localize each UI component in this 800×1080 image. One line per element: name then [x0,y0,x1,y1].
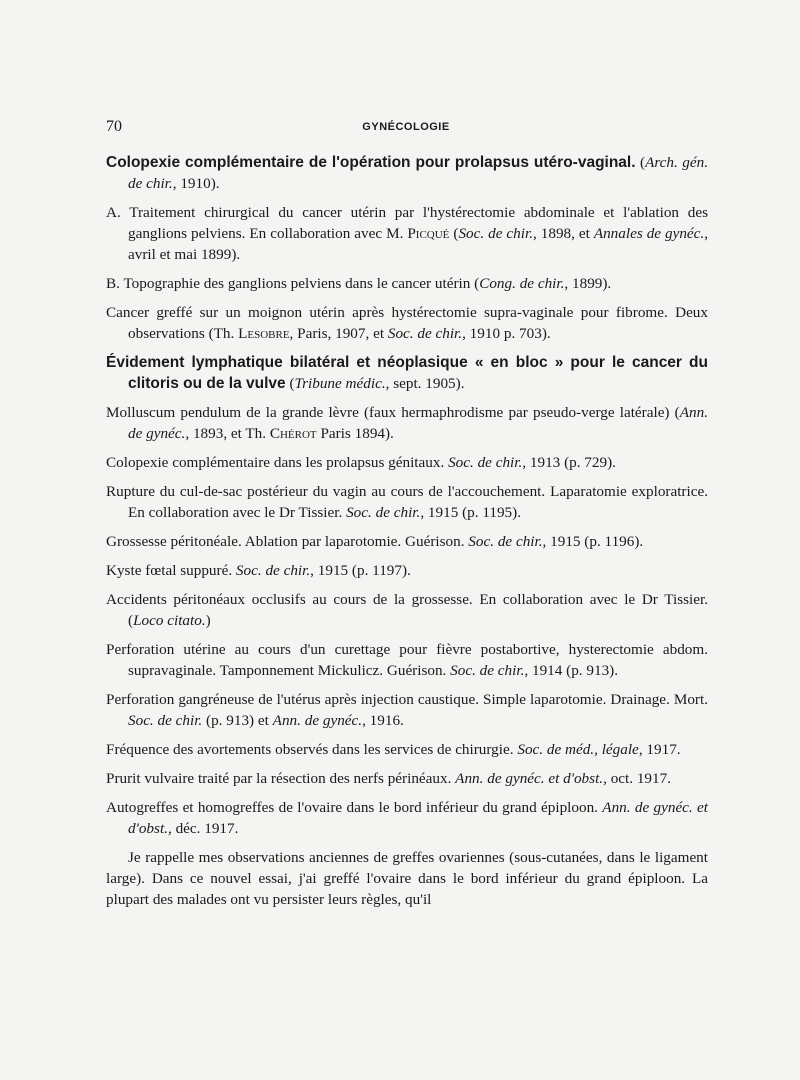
bibliography-entry [106,689,708,731]
citation-source: Soc. de chir. [448,454,523,471]
entry-title: A. Traitement chirurgical du cancer utérin par l'hystérectomie abdominale et l'ablation des ganglions pelviens. En collaboration avec M. [106,204,708,242]
note-paragraph [106,847,708,910]
bibliography-entry [106,768,708,789]
entry-text: , 1915 (p. 1196). [542,533,644,550]
entry-text: , 1916. [362,712,404,729]
entry-title: Molluscum pendulum de la grande lèvre (faux hermaphrodisme par pseudo-verge latérale) ( [106,404,680,421]
entry-title: B. Topographie des ganglions pelviens dans le cancer utérin ( [106,275,480,292]
citation-source: Soc. de chir. [346,504,421,521]
entry-title: Je rappelle mes observations anciennes de greffes ovariennes (sous-cutanées, dans le ligament large). Dans ce nouvel essai, j'ai greffé l'ovaire dans le bord inférieur du grand épiploon. La plupart des malades ont vu persister leurs règles, qu'il [106,849,708,908]
bibliography-entry [106,797,708,839]
entry-text: , avril et mai 1899). [128,225,708,263]
citation-source: Arch. gén. de chir. [128,154,708,192]
entry-text: Paris 1894). [316,425,394,442]
citation-source: Soc. de chir. [450,662,525,679]
entry-text: ( [635,154,646,171]
bibliography-entry [106,402,708,444]
entry-text: , déc. 1917. [167,820,239,837]
entry-title: Perforation gangréneuse de l'utérus après injection caustique. Simple laparotomie. Drainage. Mort. [106,691,708,708]
entry-text: , 1910 p. 703). [462,325,551,342]
entry-text: , 1910). [172,175,220,192]
author-name: Picqué [407,225,450,242]
entry-title: Accidents péritonéaux occlusifs au cours de la grossesse. En collaboration avec le Dr Tissier. ( [106,591,708,629]
citation-source: Annales de gynéc. [593,225,705,242]
running-head: GYNÉCOLOGIE [362,121,450,133]
bibliography-entry [106,481,708,523]
entry-text: , 1915 (p. 1197). [310,562,411,579]
page-number: 70 [106,118,122,135]
entry-text: , 1893, et Th. [185,425,270,442]
bibliography-entry [106,739,708,760]
bibliography-entry [106,273,708,294]
author-name: Chérot [269,425,317,442]
bibliography-entry [106,452,708,473]
citation-source: Ann. de gynéc. et d'obst. [128,799,708,837]
bibliography-entry [106,302,708,344]
entry-title: Perforation utérine au cours d'un curettage pour fièvre postabortive, hysterectomie abdom. supravaginale. Tamponnement Mickulicz. Guérison. [106,641,708,679]
bibliography-entry [106,639,708,681]
page-header [106,118,706,138]
entry-text: , Paris, 1907, et [289,325,388,342]
entry-title: Grossesse péritonéale. Ablation par laparotomie. Guérison. [106,533,469,550]
citation-source: Soc. de chir. [468,533,543,550]
citation-source: Loco citato. [133,612,206,629]
entry-text: , 1914 (p. 913). [524,662,619,679]
citation-source: Cong. de chir. [479,275,565,292]
citation-source: Soc. de méd., légale [517,741,639,758]
entry-title: Colopexie complémentaire dans les prolapsus génitaux. [106,454,449,471]
citation-source: Ann. de gynéc. [128,404,708,442]
bibliography-entry [106,352,708,394]
entry-title: Fréquence des avortements observés dans les services de chirurgie. [106,741,518,758]
entry-title: Colopexie complémentaire de l'opération pour prolapsus utéro-vaginal. [106,154,636,171]
entry-text: ) [205,612,211,629]
bibliography-list [106,152,708,918]
entry-text: , 1898, et [533,225,594,242]
citation-source: Tribune médic. [294,375,386,392]
entry-title: Kyste fœtal suppuré. [106,562,236,579]
citation-source: Soc. de chir. [235,562,311,579]
bibliography-entry [106,202,708,265]
entry-text: ( [449,225,459,242]
entry-text: , 1917. [638,741,681,758]
entry-title: Autogreffes et homogreffes de l'ovaire dans le bord inférieur du grand épiploon. [106,799,603,816]
entry-title: Cancer greffé sur un moignon utérin après hystérectomie supra-vaginale pour fibrome. Deux observations (Th. [106,304,708,342]
entry-text: ( [285,375,295,392]
entry-text: , 1913 (p. 729). [522,454,616,471]
citation-source: Ann. de gynéc. et d'obst. [455,770,604,787]
author-name: Lesobre [238,325,290,342]
citation-source: Soc. de chir. [128,712,203,729]
citation-source: Ann. de gynéc. [272,712,363,729]
entry-title: Rupture du cul-de-sac postérieur du vagin au cours de l'accouchement. Laparatomie exploratrice. En collaboration avec le Dr Tissier. [106,483,708,521]
bibliography-entry [106,589,708,631]
citation-source: Soc. de chir. [387,325,463,342]
entry-title: Évidement lymphatique bilatéral et néoplasique « en bloc » pour le cancer du clitoris ou de la vulve [106,354,708,392]
bibliography-entry [106,560,708,581]
entry-text: , oct. 1917. [603,770,672,787]
citation-source: Soc. de chir. [458,225,533,242]
bibliography-entry [106,531,708,552]
entry-text: , 1915 (p. 1195). [420,504,521,521]
entry-text: , 1899). [564,275,612,292]
bibliography-entry [106,152,708,194]
entry-title: Prurit vulvaire traité par la résection des nerfs périnéaux. [106,770,456,787]
entry-text: (p. 913) et [202,712,273,729]
entry-text: , sept. 1905). [385,375,465,392]
